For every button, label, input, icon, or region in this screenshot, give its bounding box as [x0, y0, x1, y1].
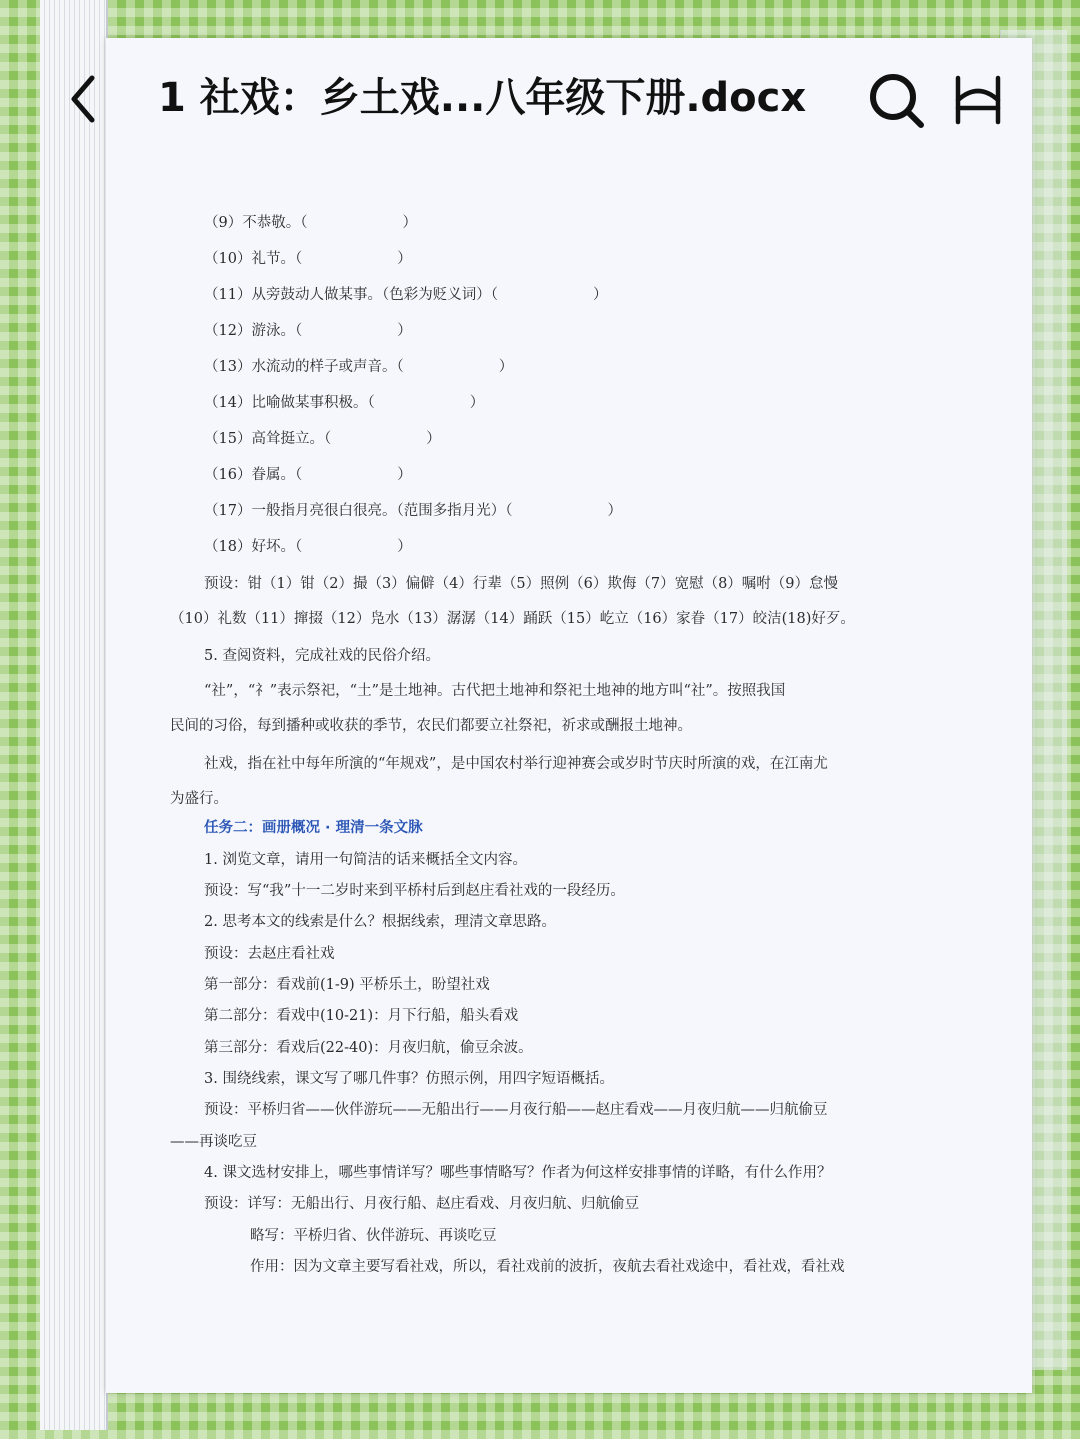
vocab-item [204, 213, 417, 233]
vocab-item [204, 357, 513, 377]
item-text: 一般指月亮很白很亮。（范围多指月光）（ [251, 503, 513, 519]
item-number: （17） [204, 503, 252, 519]
menu-icon [950, 72, 1006, 128]
back-button[interactable] [62, 72, 110, 126]
item-number: （9） [204, 215, 243, 231]
item-close: ） [397, 539, 412, 555]
paragraph-she-line-1: “社”，“礻”表示祭祀，“土”是土地神。古代把土地神和祭祀土地神的地方叫“社”。按照我国 [204, 683, 786, 699]
item-close: ） [426, 431, 441, 447]
task2-answer-4-detail: 预设：详写：无船出行、月夜行船、赵庄看戏、月夜归航、归航偷豆 [204, 1196, 639, 1212]
item-text: 游泳。（ [251, 323, 303, 339]
item-close: ） [397, 467, 412, 483]
item-number: （15） [204, 431, 252, 447]
paragraph-she-line-2: 民间的习俗，每到播种或收获的季节，农民们都要立社祭祀，祈求或酬报土地神。 [170, 718, 692, 734]
paragraph-shexi-line-1: 社戏，指在社中每年所演的“年规戏”，是中国农村举行迎神赛会或岁时节庆时所演的戏，在江南尤 [204, 756, 828, 772]
part-1: 第一部分：看戏前(1-9) 平桥乐土，盼望社戏 [204, 977, 490, 993]
answer-line-2: （10）礼数（11）撺掇（12）凫水（13）潺潺（14）踊跃（15）屹立（16）家眷（17）皎洁(18)好歹。 [170, 611, 855, 627]
task2-answer-1: 预设：写“我”十一二岁时来到平桥村后到赵庄看社戏的一段经历。 [204, 883, 625, 899]
vocab-item [204, 429, 441, 449]
item-number: （10） [204, 251, 252, 267]
item-text: 从旁鼓动人做某事。（色彩为贬义词）（ [251, 287, 498, 303]
question-5: 5. 查阅资料，完成社戏的民俗介绍。 [204, 648, 440, 664]
item-close: ） [498, 359, 514, 375]
item-close: ） [397, 251, 412, 267]
vocab-item [204, 501, 622, 521]
task2-answer-4-effect: 作用：因为文章主要写看社戏，所以，看社戏前的波折，夜航去看社戏途中，看社戏，看社戏 [250, 1259, 845, 1275]
item-close: ） [397, 323, 412, 339]
title-bar [0, 0, 1080, 150]
menu-button[interactable] [950, 72, 1006, 128]
task2-answer-4-brief: 略写：平桥归省、伙伴游玩、再谈吃豆 [250, 1228, 497, 1244]
document-title: 1 社戏：乡土戏...八年级下册.docx [158, 75, 807, 121]
task2-question-2: 2. 思考本文的线索是什么？根据线索，理清文章思路。 [204, 914, 556, 930]
task2-question-1: 1. 浏览文章，请用一句简洁的话来概括全文内容。 [204, 852, 527, 868]
item-close: ） [607, 503, 622, 519]
vocab-item [204, 285, 607, 305]
item-number: （13） [204, 359, 252, 375]
vocab-item [204, 393, 484, 413]
task2-answer-3-line-2: ——再谈吃豆 [170, 1134, 257, 1150]
task2-heading: 任务二：画册概况 · 理清一条文脉 [204, 820, 423, 836]
paragraph-shexi-line-2: 为盛行。 [170, 791, 228, 807]
item-close: ） [402, 215, 417, 231]
item-text: 好坏。（ [251, 539, 303, 555]
task2-question-3: 3. 围绕线索，课文写了哪几件事？仿照示例，用四字短语概括。 [204, 1071, 614, 1087]
search-button[interactable] [866, 70, 926, 130]
item-text: 水流动的样子或声音。（ [251, 359, 404, 375]
part-3: 第三部分：看戏后(22-40)：月夜归航，偷豆余波。 [204, 1040, 533, 1056]
task2-answer-2: 预设：去赵庄看社戏 [204, 946, 335, 962]
vocab-item [204, 321, 412, 341]
answer-line-1: 预设：钳（1）钳（2）撮（3）偏僻（4）行辈（5）照例（6）欺侮（7）宽慰（8）嘱咐（9）怠慢 [204, 576, 839, 592]
item-number: （18） [204, 539, 252, 555]
item-number: （11） [204, 287, 252, 303]
item-text: 礼节。（ [251, 251, 303, 267]
item-number: （16） [204, 467, 252, 483]
item-text: 高耸挺立。（ [251, 431, 332, 447]
item-text: 比喻做某事积极。（ [251, 395, 375, 411]
item-text: 眷属。（ [251, 467, 303, 483]
task2-answer-3-line-1: 预设：平桥归省——伙伴游玩——无船出行——月夜行船——赵庄看戏——月夜归航——归航偷豆 [204, 1102, 828, 1118]
part-2: 第二部分：看戏中(10-21)：月下行船，船头看戏 [204, 1008, 519, 1024]
chevron-left-icon [62, 72, 110, 126]
item-text: 不恭敬。（ [242, 215, 308, 231]
item-number: （14） [204, 395, 252, 411]
vocab-item [204, 537, 412, 557]
search-icon [866, 70, 926, 130]
vocab-item [204, 465, 412, 485]
vocab-item [204, 249, 412, 269]
item-close: ） [469, 395, 485, 411]
item-number: （12） [204, 323, 252, 339]
task2-question-4: 4. 课文选材安排上，哪些事情详写？哪些事情略写？作者为何这样安排事情的详略，有什么作用？ [204, 1165, 832, 1181]
item-close: ） [592, 287, 608, 303]
